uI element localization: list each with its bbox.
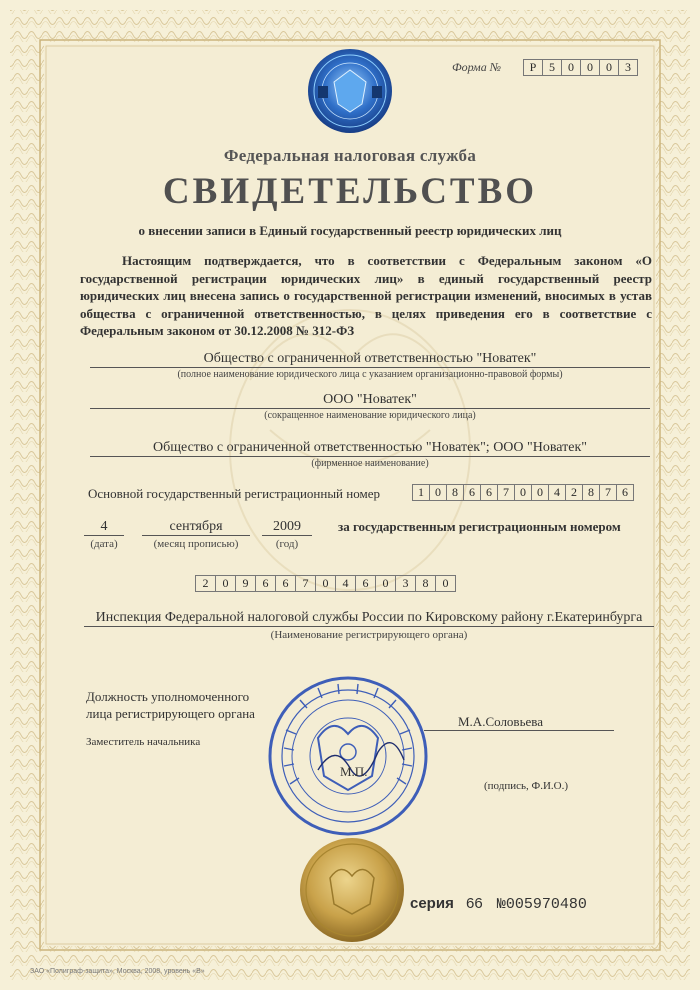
form-number-cells <box>523 59 638 76</box>
date-month-caption: (месяц прописью) <box>153 538 239 550</box>
short-name-field: ООО "Новатек" <box>90 392 650 409</box>
ogrn-digit: 7 <box>600 484 617 501</box>
ogrn-cells <box>412 484 634 501</box>
grn-intro-text: за государственным регистрационным номером <box>338 519 621 534</box>
ogrn-digit: 6 <box>481 484 498 501</box>
grn-digit: 7 <box>296 575 316 592</box>
authority-field: Инспекция Федеральной налоговой службы России по Кировскому району г.Екатеринбурга <box>84 610 654 627</box>
grn-digit: 0 <box>376 575 396 592</box>
ogrn-digit: 0 <box>532 484 549 501</box>
ogrn-digit: 8 <box>583 484 600 501</box>
short-name-caption: (сокращенное наименование юридического лица) <box>264 410 476 421</box>
grn-digit: 0 <box>316 575 336 592</box>
ogrn-digit: 1 <box>412 484 430 501</box>
intro-paragraph: Настоящим подтверждается, что в соответствии с Федеральным законом «О государственной регистрации юридических лиц» в единый государственный реестр юридических лиц внесена запись о государственной регистрации изменений, вносимых в устав общества с ограниченной ответственностью, в целях приведения его в соответствие с Федеральным законом от 30.12.2008 № 312-ФЗ <box>80 253 652 338</box>
grn-cells <box>195 575 456 592</box>
agency-name: Федеральная налоговая служба <box>223 146 477 165</box>
grn-digit: 0 <box>216 575 236 592</box>
date-month: сентября <box>142 519 250 536</box>
ogrn-digit: 6 <box>617 484 634 501</box>
signatory-name: М.А.Соловьева <box>458 714 544 729</box>
authority-caption: (Наименование регистрирующего органа) <box>270 629 468 641</box>
signature-line <box>424 730 614 731</box>
grn-digit: 6 <box>276 575 296 592</box>
document-subtitle: о внесении записи в Единый государственный реестр юридических лиц <box>138 223 562 238</box>
grn-digit: 6 <box>256 575 276 592</box>
brand-name-caption: (фирменное наименование) <box>311 458 429 469</box>
form-number-digit: 3 <box>619 59 638 76</box>
grn-digit: 9 <box>236 575 256 592</box>
series-label: серия <box>410 895 454 912</box>
full-name-caption: (полное наименование юридического лица с указанием организационно-правовой формы) <box>177 369 563 380</box>
ogrn-digit: 0 <box>515 484 532 501</box>
ogrn-digit: 6 <box>464 484 481 501</box>
brand-name-field: Общество с ограниченной ответственностью "Новатек"; ООО "Новатек" <box>90 440 650 457</box>
form-number-digit: Р <box>523 59 543 76</box>
form-number-digit: 0 <box>581 59 600 76</box>
date-day-caption: (дата) <box>90 538 118 550</box>
grn-digit: 4 <box>336 575 356 592</box>
form-number-digit: 0 <box>600 59 619 76</box>
ogrn-label: Основной государственный регистрационный номер <box>88 486 380 501</box>
form-number-digit: 0 <box>562 59 581 76</box>
grn-digit: 2 <box>195 575 216 592</box>
ogrn-digit: 0 <box>430 484 447 501</box>
series-number: №005970480 <box>496 896 587 913</box>
ogrn-digit: 4 <box>549 484 566 501</box>
grn-digit: 6 <box>356 575 376 592</box>
position-label-line1: Должность уполномоченного <box>86 689 250 704</box>
position-label-line2: лица регистрирующего органа <box>86 706 255 721</box>
series-block <box>410 895 587 913</box>
date-year: 2009 <box>262 519 312 536</box>
printer-footer: ЗАО «Полиграф-защита», Москва, 2008, уровень «В» <box>30 968 205 975</box>
grn-digit: 8 <box>416 575 436 592</box>
date-day: 4 <box>84 519 124 536</box>
form-number-label: Форма № <box>452 60 502 74</box>
grn-digit: 3 <box>396 575 416 592</box>
grn-digit: 0 <box>436 575 456 592</box>
mp-mark: М.П. <box>340 764 368 779</box>
full-name-field: Общество с ограниченной ответственностью "Новатек" <box>90 351 650 368</box>
date-year-caption: (год) <box>275 538 299 550</box>
series-region: 66 <box>466 895 483 912</box>
gold-seal-icon <box>300 838 404 942</box>
ogrn-digit: 7 <box>498 484 515 501</box>
signature-caption: (подпись, Ф.И.О.) <box>484 780 568 792</box>
ogrn-digit: 2 <box>566 484 583 501</box>
ogrn-digit: 8 <box>447 484 464 501</box>
form-number-digit: 5 <box>543 59 562 76</box>
document-title: СВИДЕТЕЛЬСТВО <box>162 171 538 212</box>
hologram-emblem-icon <box>308 49 392 133</box>
signatory-position: Заместитель начальника <box>86 736 201 748</box>
